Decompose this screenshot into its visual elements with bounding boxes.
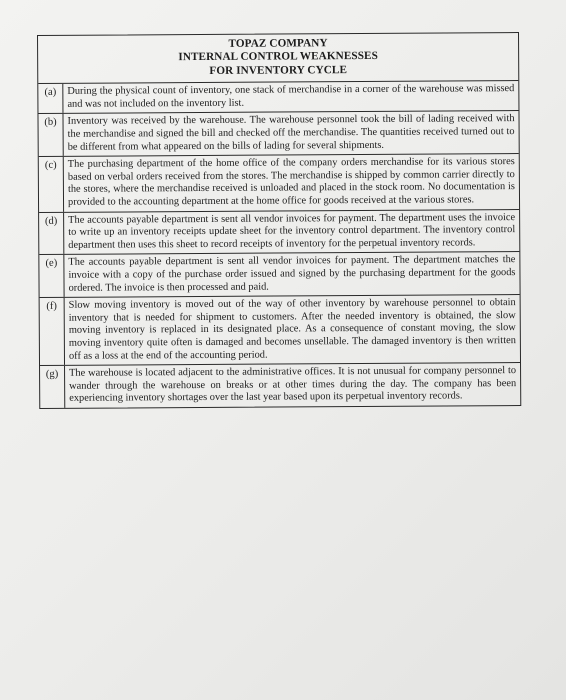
table-row	[40, 295, 520, 366]
row-letter: (d)	[39, 212, 64, 254]
row-letter: (f)	[40, 298, 65, 365]
company-name: TOPAZ COMPANY	[228, 37, 328, 50]
row-letter: (c)	[39, 157, 64, 212]
row-letter: (g)	[40, 366, 65, 408]
table-row	[39, 154, 519, 212]
table-subheading: FOR INVENTORY CYCLE	[209, 63, 348, 77]
row-letter: (a)	[38, 84, 63, 113]
row-letter: (b)	[38, 114, 63, 156]
table-row	[38, 111, 518, 157]
table-row	[39, 210, 519, 256]
row-text: The warehouse is located adjacent to the administrative offices. It is not unusual for company personnel to wander through the warehouse on breaks or at other times during the day. The company has been experiencing inventory shortages over the last year based upon its perpetual inventory records.	[69, 365, 517, 405]
row-text: The accounts payable department is sent all vendor invoices for payment. The department matches the invoice with a copy of the purchase order issued and signed by the purchasing department for the goods ordered. The invoice is then processed and paid.	[68, 254, 516, 294]
row-letter: (e)	[39, 255, 64, 297]
table-row	[38, 81, 518, 114]
table-heading: INTERNAL CONTROL WEAKNESSES	[178, 50, 378, 64]
weakness-table	[37, 32, 521, 409]
row-text: Inventory was received by the warehouse. The warehouse personnel took the bill of lading received with the merchandise and signed the bill and checked off the merchandise. The quantities received turned out to be different from what appeared on the bills of lading for several shipments.	[67, 113, 515, 153]
row-text: The purchasing department of the home office of the company orders merchandise for its various stores based on verbal orders received from the stores. The merchandise is shipped by common carrier directly to the stores, where the merchandise received is unloaded and placed in the stock room. No documentation is provided to the accounting department at the home office for goods received at the various stores.	[67, 156, 515, 208]
row-text: The accounts payable department is sent all vendor invoices for payment. The department uses the invoice to write up an inventory receipts update sheet for the inventory control department. The inventory control department then uses this sheet to record receipts of inventory for the perpetual inventory records.	[68, 211, 516, 251]
table-row	[40, 363, 520, 408]
row-text: During the physical count of inventory, one stack of merchandise in a corner of the warehouse was missed and was not included on the inventory list.	[67, 83, 515, 110]
table-title	[38, 33, 518, 84]
table-row	[39, 252, 519, 298]
row-text: Slow moving inventory is moved out of the way of other inventory by warehouse personnel to obtain inventory that is needed for shipment to customers. After the needed inventory is obtained, the slow moving inventory is replaced in its designated place. As a consequence of constant moving, the slow moving inventory quite often is damaged and becomes unsellable. The damaged inventory is then written off as a loss at the end of the accounting period.	[68, 297, 516, 362]
